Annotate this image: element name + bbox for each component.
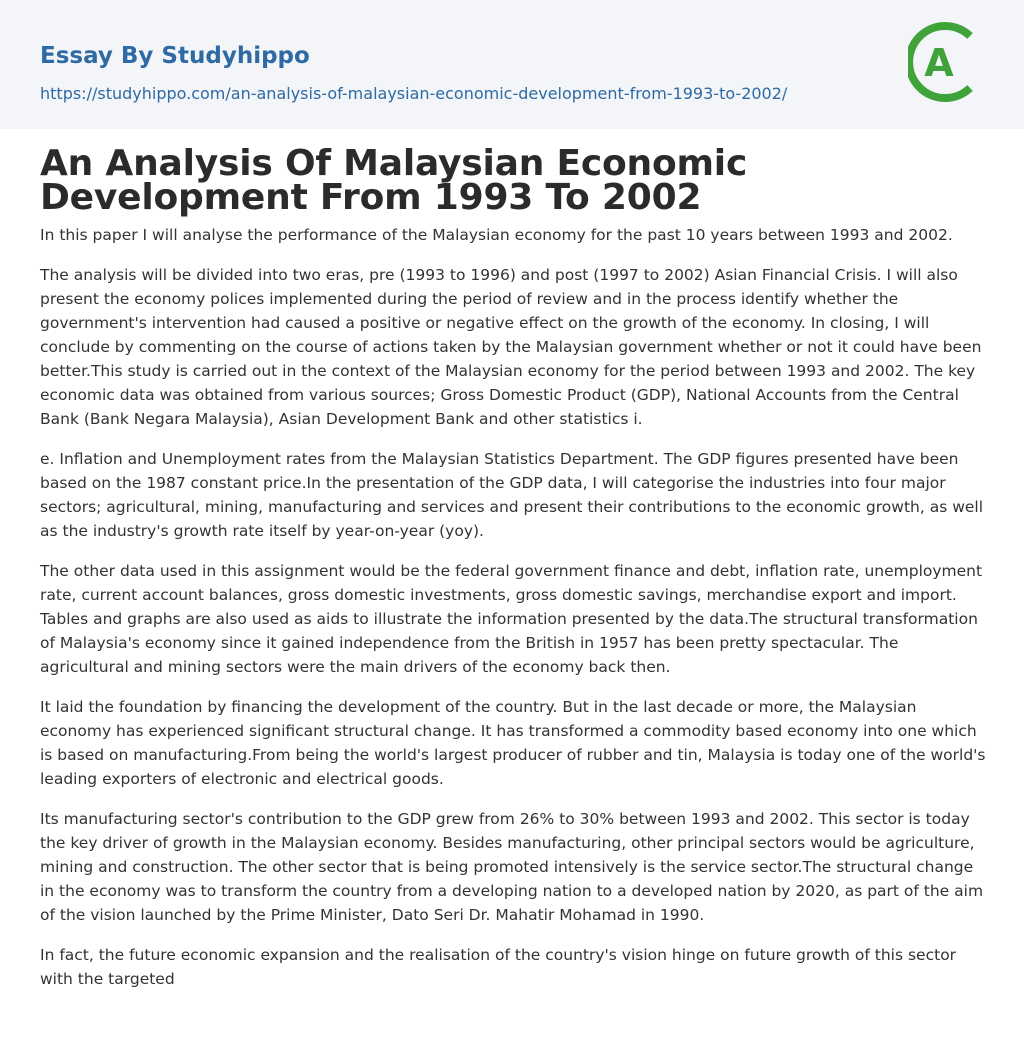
article-body (40, 223, 986, 991)
article-paragraph: In fact, the future economic expansion and the realisation of the country's vision hinge on future growth of this sector with the targeted (40, 946, 957, 988)
article-title: An Analysis Of Malaysian Economic Development From 1993 To 2002 (40, 143, 748, 218)
article-paragraph: Its manufacturing sector's contribution to the GDP grew from 26% to 30% between 1993 and 2002. This sector is today the key driver of growth in the Malaysian economy. Besides manufacturing, other principal sectors would be agriculture, mining and construction. The other sector that is being promoted intensively is the service sector.The structural change in the economy was to transform the country from a developing nation to a developed nation by 2020, as part of the aim of the vision launched by the Prime Minister, Dato Seri Dr. Mahatir Mohamad in 1990. (40, 810, 984, 924)
article-paragraph: The other data used in this assignment would be the federal government finance and debt, inflation rate, unemployment rate, current account balances, gross domestic investments, gross domestic savings, merchandise export and import. Tables and graphs are also used as aids to illustrate the information presented by the data.The structural transformation of Malaysia's economy since it gained independence from the British in 1957 has been pretty spectacular. The agricultural and mining sectors were the main drivers of the economy back then. (40, 562, 983, 676)
article-paragraph: e. Inflation and Unemployment rates from the Malaysian Statistics Department. The GDP figures presented have been based on the 1987 constant price.In the presentation of the GDP data, I will categorise the industries into four major sectors; agricultural, mining, manufacturing and services and present their contributions to the economic growth, as well as the industry's growth rate itself by year-on-year (yoy). (40, 450, 984, 540)
article-paragraph: In this paper I will analyse the performance of the Malaysian economy for the past 10 years between 1993 and 2002. (40, 226, 953, 244)
site-header (0, 0, 1024, 129)
article-paragraph: It laid the foundation by financing the development of the country. But in the last decade or more, the Malaysian economy has experienced significant structural change. It has transformed a commodity based economy into one which is based on manufacturing.From being the world's largest producer of rubber and tin, Malaysia is today one of the world's leading exporters of electronic and electrical goods. (40, 698, 986, 788)
article-url-link[interactable]: https://studyhippo.com/an-analysis-of-malaysian-economic-development-from-1993-to-2002/ (40, 84, 788, 103)
site-brand[interactable]: Essay By Studyhippo (40, 43, 310, 69)
studyhippo-logo-icon[interactable] (908, 20, 988, 104)
article-paragraph: The analysis will be divided into two eras, pre (1993 to 1996) and post (1997 to 2002) Asian Financial Crisis. I will also present the economy polices implemented during the period of review and in the process identify whether the government's intervention had caused a positive or negative effect on the growth of the economy. In closing, I will conclude by commenting on the course of actions taken by the Malaysian government whether or not it could have been better.This study is carried out in the context of the Malaysian economy for the period between 1993 and 2002. The key economic data was obtained from various sources; Gross Domestic Product (GDP), National Accounts from the Central Bank (Bank Negara Malaysia), Asian Development Bank and other statistics i. (40, 266, 982, 428)
article-main (40, 143, 986, 1007)
logo-letter: A (924, 41, 954, 85)
